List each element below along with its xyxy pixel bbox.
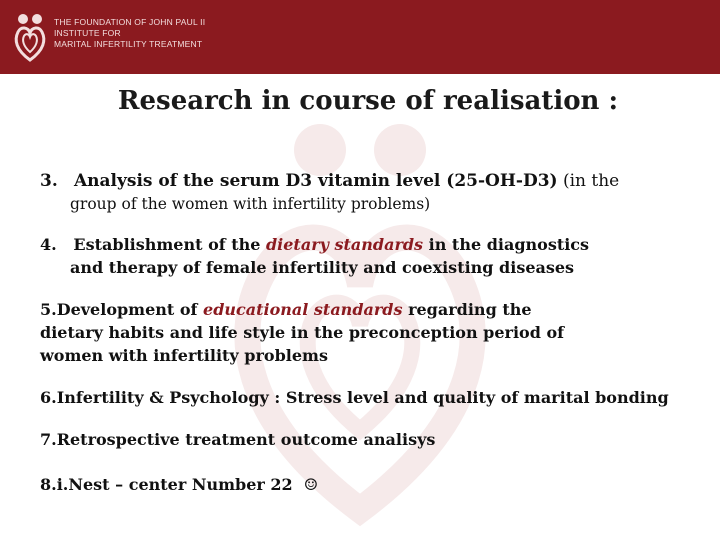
item-number: 5.: [40, 300, 57, 319]
item-number: 6.: [40, 388, 57, 407]
item-number: 3.: [40, 171, 58, 191]
list-item: [40, 473, 318, 496]
item-emphasis: educational standards: [203, 300, 403, 319]
logo-line: MARITAL INFERTILITY TREATMENT: [54, 39, 203, 49]
item-text: Development of: [56, 300, 198, 319]
foundation-logo-text: [54, 17, 205, 50]
logo-line: THE FOUNDATION OF JOHN PAUL II: [54, 17, 206, 27]
logo-line: INSTITUTE FOR: [54, 28, 121, 38]
item-number: 4.: [40, 235, 57, 254]
item-text: regarding the: [402, 300, 532, 319]
item-text: in the diagnostics: [428, 235, 590, 254]
list-item: [40, 298, 564, 367]
list-item: [40, 170, 619, 216]
item-number: 8.: [40, 475, 57, 494]
item-text: (in the: [562, 171, 620, 191]
list-item: [40, 386, 669, 409]
item-number: 7.: [40, 430, 57, 449]
item-text-bold: Analysis of the serum D3 vitamin level (25-OH-D3): [73, 171, 558, 191]
smiley-icon: ☺: [303, 475, 319, 494]
item-text: Infertility & Psychology : Stress level and quality of marital bonding: [56, 388, 669, 407]
foundation-logo-icon: [12, 12, 48, 64]
item-text: Retrospective treatment outcome analisys: [56, 430, 436, 449]
item-text: women with infertility problems: [40, 346, 328, 365]
item-text: Establishment of the: [73, 235, 261, 254]
item-text: dietary habits and life style in the preconception period of: [40, 323, 565, 342]
list-item: [40, 428, 435, 451]
item-text: i.Nest – center Number 22: [56, 475, 293, 494]
item-text: and therapy of female infertility and coexisting diseases: [70, 258, 575, 277]
item-text: group of the women with infertility problems): [70, 195, 431, 213]
list-item: [40, 233, 589, 279]
slide-title: Research in course of realisation :: [117, 86, 619, 116]
item-emphasis: dietary standards: [265, 235, 424, 254]
header-bar: [0, 0, 720, 74]
